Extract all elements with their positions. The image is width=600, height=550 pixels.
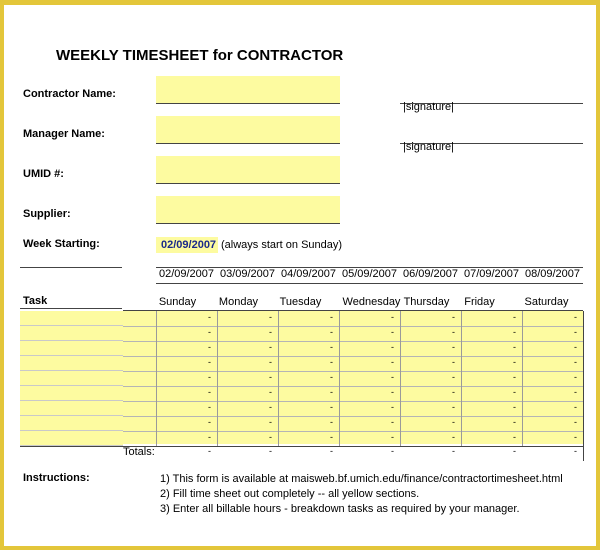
hour-cell-value[interactable]: - [452, 372, 455, 382]
hour-cell-value[interactable]: - [269, 372, 272, 382]
date-saturday: 08/09/2007 [524, 268, 581, 280]
page-title: WEEKLY TIMESHEET for CONTRACTOR [56, 47, 344, 64]
instruction-item: 3) Enter all billable hours - breakdown tasks as required by your manager. [160, 503, 520, 515]
hour-cell-value[interactable]: - [330, 417, 333, 427]
task-cell[interactable] [20, 356, 123, 371]
task-cell[interactable] [20, 341, 123, 356]
umid-field[interactable] [156, 156, 340, 184]
day-monday: Monday [218, 296, 259, 308]
manager-name-field[interactable] [156, 116, 340, 144]
task-cell[interactable] [20, 371, 123, 386]
day-friday: Friday [464, 296, 495, 308]
hour-cell-value[interactable]: - [513, 387, 516, 397]
supplier-field[interactable] [156, 196, 340, 224]
hour-cell-value[interactable]: - [574, 327, 577, 337]
hour-cell-value[interactable]: - [269, 417, 272, 427]
hour-cell-value[interactable]: - [391, 402, 394, 412]
hour-cell-value[interactable]: - [452, 312, 455, 322]
task-cell[interactable] [20, 386, 123, 401]
hour-cell-value[interactable]: - [574, 417, 577, 427]
hour-cell-value[interactable]: - [513, 312, 516, 322]
hour-cell-value[interactable]: - [330, 327, 333, 337]
hour-cell-value[interactable]: - [574, 387, 577, 397]
hour-cell-value[interactable]: - [574, 402, 577, 412]
task-bottom-rule [20, 446, 123, 447]
date-wednesday: 05/09/2007 [341, 268, 398, 280]
task-cell[interactable] [20, 401, 123, 416]
hour-cell-value[interactable]: - [330, 357, 333, 367]
total-value: - [269, 446, 272, 456]
hour-cell-value[interactable]: - [452, 357, 455, 367]
hour-cell-value[interactable]: - [391, 372, 394, 382]
hour-cell-value[interactable]: - [513, 357, 516, 367]
task-cell[interactable] [20, 311, 123, 326]
day-thursday: Thursday [403, 296, 450, 308]
date-sunday: 02/09/2007 [158, 268, 215, 280]
hour-cell-value[interactable]: - [269, 432, 272, 442]
manager-signature-text: |signature| [403, 141, 454, 153]
supplier-label: Supplier: [23, 208, 71, 220]
date-tuesday: 04/09/2007 [280, 268, 337, 280]
hour-cell-value[interactable]: - [391, 342, 394, 352]
hour-cell-value[interactable]: - [513, 417, 516, 427]
date-thursday: 06/09/2007 [402, 268, 459, 280]
total-value: - [330, 446, 333, 456]
task-header-rule [20, 308, 122, 309]
grid-column-rule [217, 311, 218, 446]
hour-cell-value[interactable]: - [330, 387, 333, 397]
umid-label: UMID #: [23, 168, 64, 180]
hour-cell-value[interactable]: - [269, 312, 272, 322]
hour-cell-value[interactable]: - [269, 387, 272, 397]
week-starting-note: (always start on Sunday) [221, 239, 343, 251]
contractor-signature-text: |signature| [403, 101, 454, 113]
day-sunday: Sunday [158, 296, 197, 308]
date-friday: 07/09/2007 [463, 268, 520, 280]
hour-cell-value[interactable]: - [208, 417, 211, 427]
hour-cell-value[interactable]: - [574, 432, 577, 442]
hour-cell-value[interactable]: - [208, 402, 211, 412]
hour-cell-value[interactable]: - [391, 357, 394, 367]
task-cell[interactable] [20, 416, 123, 431]
hour-cell-value[interactable]: - [574, 372, 577, 382]
total-value: - [574, 446, 577, 456]
hour-cell-value[interactable]: - [208, 327, 211, 337]
hour-cell-value[interactable]: - [452, 417, 455, 427]
grid-column-rule [522, 311, 523, 446]
hour-cell-value[interactable]: - [330, 342, 333, 352]
task-cell[interactable] [20, 431, 123, 446]
totals-label: Totals: [123, 446, 155, 458]
grid-column-rule [156, 311, 157, 446]
hour-cell-value[interactable]: - [269, 402, 272, 412]
hour-cell-value[interactable]: - [391, 327, 394, 337]
left-header-rule [20, 267, 122, 268]
hour-cell-value[interactable]: - [208, 387, 211, 397]
grid-column-rule [339, 311, 340, 446]
grid-column-rule [400, 311, 401, 446]
grid-column-rule [278, 311, 279, 446]
hour-cell-value[interactable]: - [208, 357, 211, 367]
task-header: Task [23, 295, 48, 307]
hour-cell-value[interactable]: - [513, 402, 516, 412]
day-tuesday: Tuesday [279, 296, 322, 308]
hour-cell-value[interactable]: - [452, 402, 455, 412]
day-saturday: Saturday [524, 296, 569, 308]
hour-cell-value[interactable]: - [513, 327, 516, 337]
hour-cell-value[interactable]: - [513, 372, 516, 382]
total-value: - [452, 446, 455, 456]
hour-cell-value[interactable]: - [208, 312, 211, 322]
hour-cell-value[interactable]: - [391, 417, 394, 427]
hour-cell-value[interactable]: - [452, 387, 455, 397]
hour-cell-value[interactable]: - [269, 357, 272, 367]
hour-cell-value[interactable]: - [391, 312, 394, 322]
hour-cell-value[interactable]: - [208, 342, 211, 352]
contractor-name-label: Contractor Name: [23, 88, 116, 100]
week-starting-value: 02/09/2007 [161, 239, 217, 251]
hour-cell-value[interactable]: - [513, 432, 516, 442]
total-value: - [391, 446, 394, 456]
hour-cell-value[interactable]: - [208, 372, 211, 382]
total-value: - [208, 446, 211, 456]
date-monday: 03/09/2007 [219, 268, 276, 280]
hour-cell-value[interactable]: - [574, 312, 577, 322]
grid-column-rule [461, 311, 462, 446]
hour-cell-value[interactable]: - [330, 372, 333, 382]
total-value: - [513, 446, 516, 456]
hour-cell-value[interactable]: - [330, 402, 333, 412]
hour-cell-value[interactable]: - [391, 432, 394, 442]
hour-cell-value[interactable]: - [208, 432, 211, 442]
manager-name-label: Manager Name: [23, 128, 105, 140]
instructions-label: Instructions: [23, 472, 90, 484]
date-rule [156, 283, 583, 284]
instruction-item: 2) Fill time sheet out completely -- all yellow sections. [160, 488, 420, 500]
week-starting-label: Week Starting: [23, 238, 100, 250]
grid-column-rule [583, 311, 584, 461]
hour-cell-value[interactable]: - [330, 432, 333, 442]
hour-cell-value[interactable]: - [574, 357, 577, 367]
hour-cell-value[interactable]: - [452, 432, 455, 442]
hour-cell-value[interactable]: - [269, 342, 272, 352]
hour-cell-value[interactable]: - [452, 327, 455, 337]
hour-cell-value[interactable]: - [452, 342, 455, 352]
hour-cell-value[interactable]: - [330, 312, 333, 322]
hour-cell-value[interactable]: - [269, 327, 272, 337]
instruction-item: 1) This form is available at maisweb.bf.umich.edu/finance/contractortimesheet.html [160, 473, 563, 485]
day-wednesday: Wednesday [342, 296, 401, 308]
task-cell[interactable] [20, 326, 123, 341]
contractor-name-field[interactable] [156, 76, 340, 104]
hour-cell-value[interactable]: - [391, 387, 394, 397]
hour-cell-value[interactable]: - [574, 342, 577, 352]
hour-cell-value[interactable]: - [513, 342, 516, 352]
